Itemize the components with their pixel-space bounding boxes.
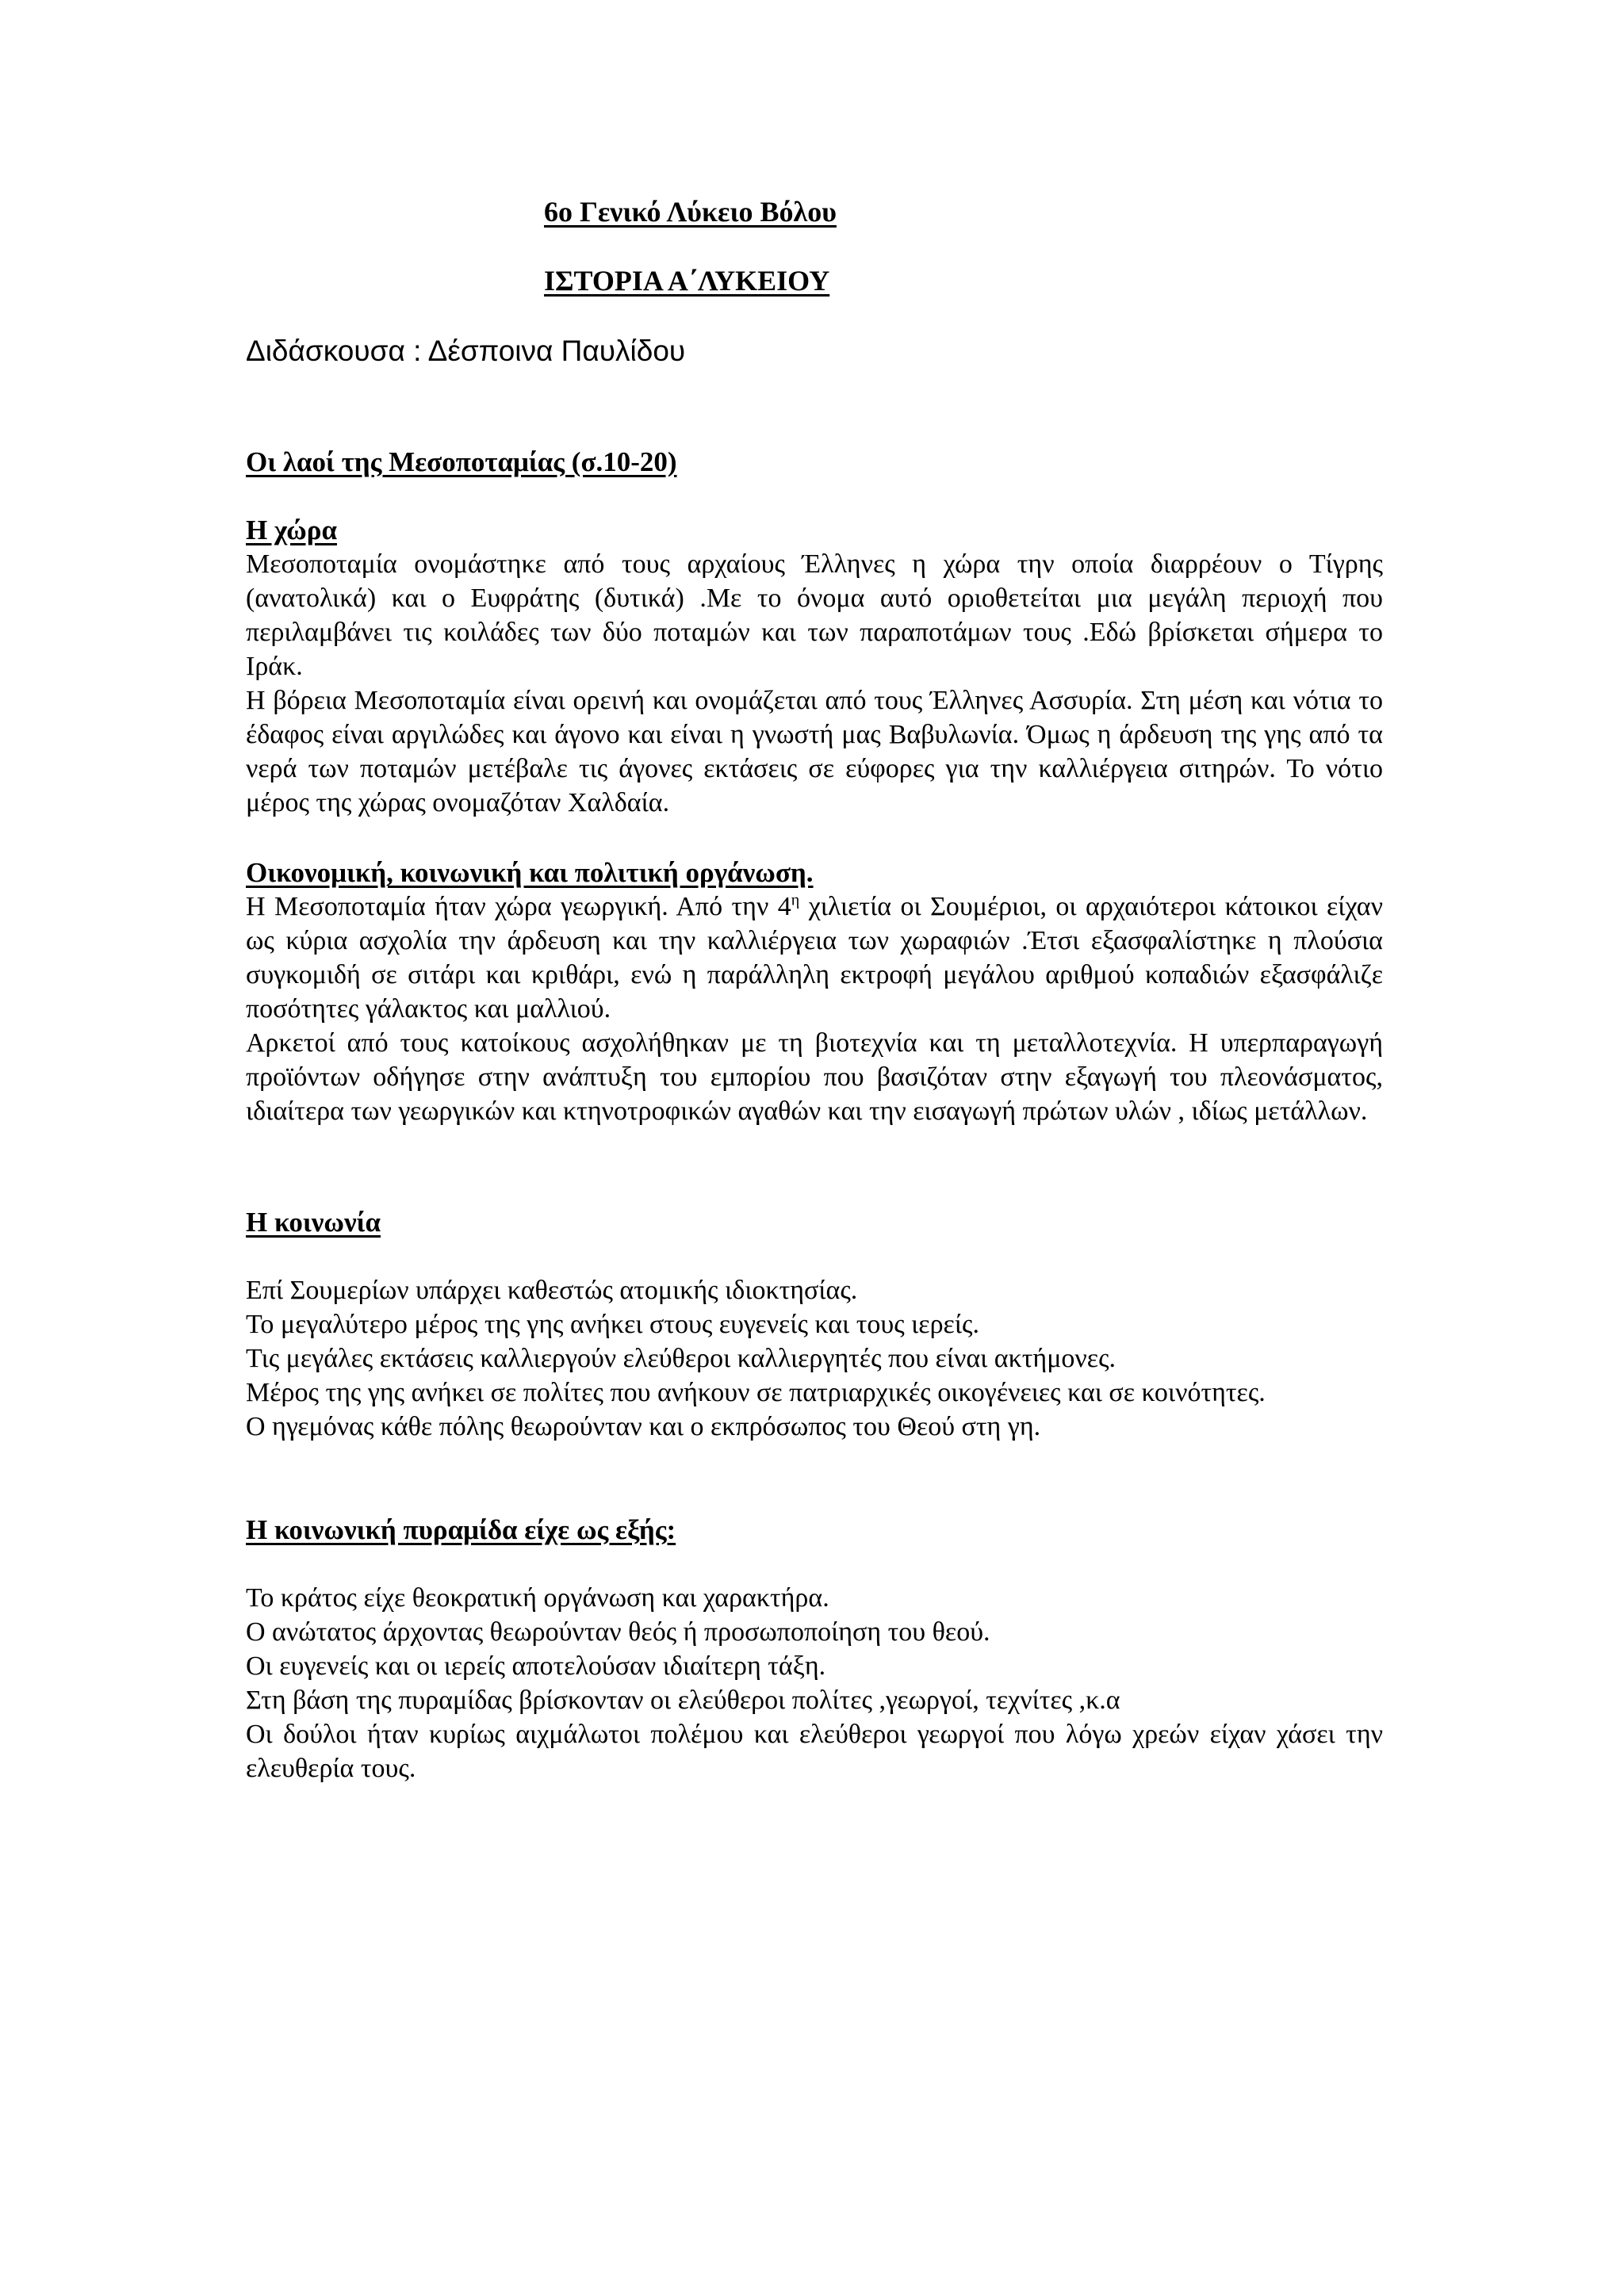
pyramid-line: Οι ευγενείς και οι ιερείς αποτελούσαν ιδιαίτερη τάξη. bbox=[246, 1651, 826, 1681]
section-pyramid-heading: Η κοινωνική πυραμίδα είχε ως εξής: bbox=[246, 1514, 676, 1545]
society-line: Τις μεγάλες εκτάσεις καλλιεργούν ελεύθεροι καλλιεργητές που είναι ακτήμονες. bbox=[246, 1344, 1116, 1373]
pyramid-line: Ο ανώτατος άρχοντας θεωρούνταν θεός ή προσωποποίηση του θεού. bbox=[246, 1617, 990, 1647]
economy-para1-start: Η Μεσοποταμία ήταν χώρα γεωργική. Από την 4 bbox=[246, 892, 791, 921]
society-line: Μέρος της γης ανήκει σε πολίτες που ανήκουν σε πατριαρχικές οικογένειες και σε κοινότητες. bbox=[246, 1378, 1266, 1407]
teacher-name: Διδάσκουσα : Δέσποινα Παυλίδου bbox=[246, 335, 686, 367]
section-economy-paragraph-2: Αρκετοί από τους κατοίκους ασχολήθηκαν με τη βιοτεχνία και τη μεταλλοτεχνία. Η υπερπαραγωγή προϊόντων οδήγησε στην ανάπτυξη του εμπορίου που βασιζόταν στην εξαγωγή του πλεονάσματος, ιδιαίτερα των γεωργικών και κτηνοτροφικών αγαθών και την εισαγωγή πρώτων υλών , ιδίως μετάλλων. bbox=[246, 1028, 1383, 1126]
section-land bbox=[246, 513, 1383, 820]
section-economy-heading: Οικονομική, κοινωνική και πολιτική οργάνωση. bbox=[246, 857, 814, 888]
section-pyramid bbox=[246, 1513, 1383, 1785]
course-title: ΙΣΤΟΡΙΑ Α΄ΛΥΚΕΙΟΥ bbox=[544, 265, 830, 297]
pyramid-line: Το κράτος είχε θεοκρατική οργάνωση και χαρακτήρα. bbox=[246, 1583, 829, 1613]
section-economy-paragraph-1 bbox=[246, 890, 1383, 1026]
economy-para1-superscript: η bbox=[791, 891, 800, 909]
pyramid-line: Στη βάση της πυραμίδας βρίσκονταν οι ελεύθεροι πολίτες ,γεωργοί, τεχνίτες ,κ.α bbox=[246, 1686, 1120, 1715]
society-line: Το μεγαλύτερο μέρος της γης ανήκει στους ευγενείς και τους ιερείς. bbox=[246, 1310, 979, 1339]
society-line: Επί Σουμερίων υπάρχει καθεστώς ατομικής ιδιοκτησίας. bbox=[246, 1276, 858, 1305]
pyramid-line: Οι δούλοι ήταν κυρίως αιχμάλωτοι πολέμου και ελεύθεροι γεωργοί που λόγω χρεών είχαν χάσει την ελευθερία τους. bbox=[246, 1720, 1383, 1783]
society-line: Ο ηγεμόνας κάθε πόλης θεωρούνταν και ο εκπρόσωπος του Θεού στη γη. bbox=[246, 1412, 1041, 1441]
section-land-heading: Η χώρα bbox=[246, 515, 337, 545]
main-title-block bbox=[246, 445, 1383, 479]
section-land-paragraph-1: Μεσοποταμία ονομάστηκε από τους αρχαίους Έλληνες η χώρα την οποία διαρρέουν ο Τίγρης (ανατολικά) και ο Ευφράτης (δυτικά) .Με το όνομα αυτό οριοθετείται μια μεγάλη περιοχή που περιλαμβάνει τις κοιλάδες των δύο ποταμών και των παραποτάμων τους .Εδώ βρίσκεται σήμερα το Ιράκ. bbox=[246, 549, 1383, 681]
main-title: Οι λαοί της Μεσοποταμίας (σ.10-20) bbox=[246, 446, 677, 477]
section-society-heading: Η κοινωνία bbox=[246, 1207, 381, 1238]
section-economy bbox=[246, 855, 1383, 1128]
economy-para1-rest: χιλιετία οι Σουμέριοι, οι αρχαιότεροι κάτοικοι είχαν ως κύρια ασχολία την άρδευση και την καλλιέργεια των χωραφιών .Έτσι εξασφαλίστηκε η πλούσια συγκομιδή σε σιτάρι και κριθάρι, ενώ η παράλληλη εκτροφή μεγάλου αριθμού κοπαδιών εξασφάλιζε ποσότητες γάλακτος και μαλλιού. bbox=[246, 892, 1383, 1024]
section-society bbox=[246, 1205, 1383, 1444]
school-name: 6ο Γενικό Λύκειο Βόλου bbox=[544, 196, 837, 228]
section-land-paragraph-2: Η βόρεια Μεσοποταμία είναι ορεινή και ονομάζεται από τους Έλληνες Ασσυρία. Στη μέση και νότια το έδαφος είναι αργιλώδες και άγονο και είναι η γνωστή μας Βαβυλωνία. Όμως η άρδευση της γης από τα νερά των ποταμών μετέβαλε τις άγονες εκτάσεις σε εύφορες για την καλλιέργεια σιτηρών. Το νότιο μέρος της χώρας ονομαζόταν Χαλδαία. bbox=[246, 686, 1383, 817]
